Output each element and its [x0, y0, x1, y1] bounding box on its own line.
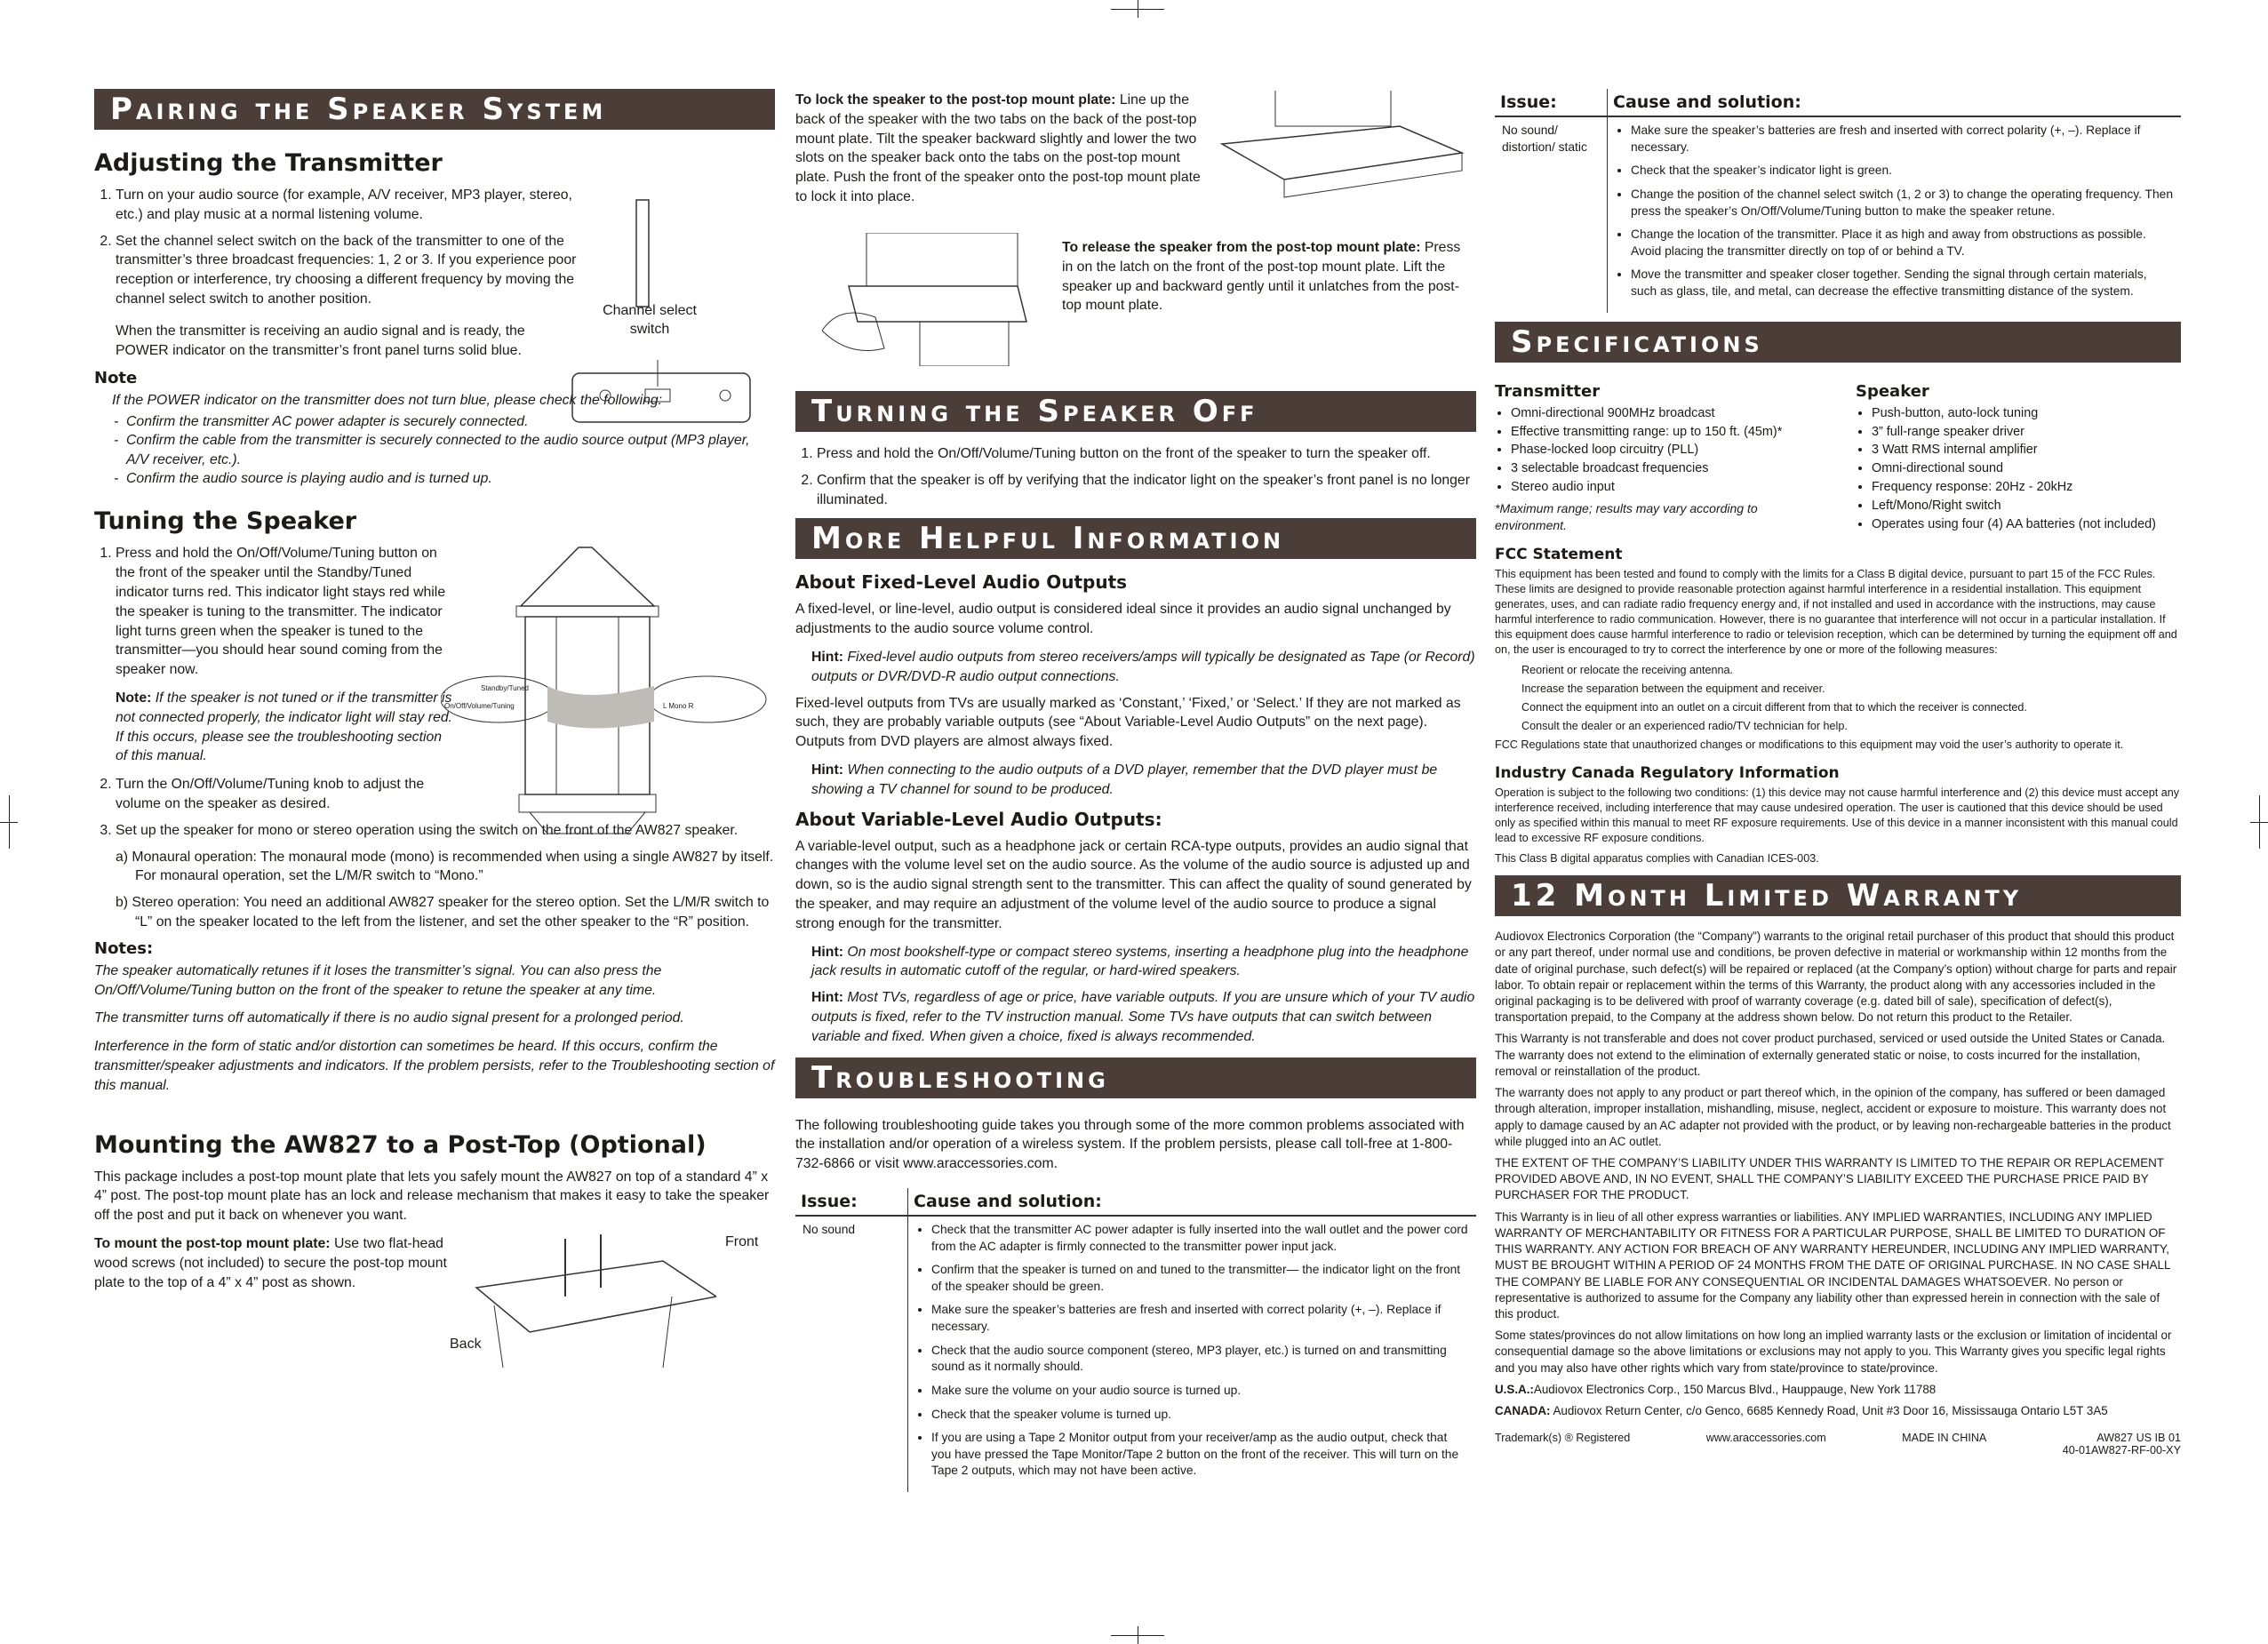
trademark-text: Trademark(s) ® Registered [1495, 1432, 1631, 1445]
channel-select-label: Channel select switch [603, 303, 697, 337]
canada-address: Audiovox Return Center, c/o Genco, 6685 Kennedy Road, Unit #3 Door 16, Mississauga Ontario L5T 3A5 [1553, 1404, 2108, 1418]
industry-canada-text: Operation is subject to the following two conditions: (1) this device may not cause harmful interference and (2) this device must accept any interference received, including interference that may cause undesired operation. The user is cautioned that this device should be used only as specified within this manual to meet RF exposure requirements. Use of this device in a manner inconsistent with this manual could lead to excessive RF exposure conditions. [1495, 786, 2180, 844]
variable-level-heading: About Variable-Level Audio Outputs: [795, 808, 1162, 830]
tuning-step-1 [116, 544, 453, 766]
list-item: • Move the transmitter and speaker closer together. Sending the signal through certain materials, such as glass, tile, and metal, can decrease the effective transmitting distance of the system. [1631, 267, 2174, 299]
turning-off-steps [795, 444, 1476, 509]
transmitter-steps [94, 186, 578, 360]
issue-column-header: Issue: [795, 1188, 908, 1216]
list-item: • Effective transmitting range: up to 150 ft. (45m)* [1511, 423, 1820, 442]
volume-tuning-label: On/Off/Volume/Tuning [444, 702, 515, 711]
transmitter-figure [565, 196, 761, 427]
hint-label: Hint: [811, 762, 843, 778]
list-item: • 3” full-range speaker driver [1872, 423, 2181, 442]
column-right [1495, 89, 2181, 1456]
industry-canada-heading: Industry Canada Regulatory Information [1495, 763, 1840, 782]
tuning-step-3: 3. Set up the speaker for mono or stereo operation using the switch on the front of the AW827 speaker. [116, 821, 775, 841]
tuning-heading: Tuning the Speaker [94, 507, 357, 536]
warranty-p3: The warranty does not apply to any product or part thereof which, in the opinion of the company, has suffered or been damaged through alteration, improper installation, mishandling, misuse, neglect, accident or exposure to moisture. This warranty does not apply to damage caused by an AC adapter not provided with the product, or by leaving non-rechargeable batteries in the product while plugged into an AC outlet. [1495, 1086, 2171, 1148]
cause-column-header: Cause and solution: [908, 1188, 1477, 1216]
fcc-regulations: FCC Regulations state that unauthorized changes or modifications to this equipment may void the user’s authority to operate it. [1495, 738, 2124, 752]
tuning-sub-a: a) Monaural operation: The monaural mode (mono) is recommended when using a single AW827 by itself. For monaural operation, set the L/M/R switch to “Mono.” [116, 849, 774, 884]
list-item: • Make sure the speaker’s batteries are fresh and inserted with correct polarity (+, –). Replace if necessary. [1631, 123, 2174, 156]
part-number: 40-01AW827-RF-00-XY [2062, 1444, 2181, 1457]
fcc-text: This equipment has been tested and found to comply with the limits for a Class B digital device, pursuant to part 15 of the FCC Rules. These limits are designed to provide reasonable protection against harmful interference in a residential installation. This equipment generates, uses, and can radiate radio frequency energy and, if not installed and used in accordance with the instructions, may cause harmful interference to radio communication. However, there is no guarantee that interference will not occur in a particular installation. If this equipment does cause harmful interference to radio or television reception, which can be determined by turning the equipment off and on, the user is encouraged to try to correct the interference by one or more of the following measures: [1495, 567, 2177, 657]
list-item: • Check that the speaker volume is turned up. [931, 1407, 1469, 1424]
fcc-item: Consult the dealer or an experienced radio/TV technician for help. [1521, 720, 1848, 733]
list-item: • Change the location of the transmitter. Place it as high and away from obstructions as possible. Avoid placing the transmitter directly on top of or behind a TV. [1631, 227, 2174, 259]
crop-mark [1111, 1635, 1164, 1636]
website-text: www.araccessories.com [1705, 1432, 1826, 1445]
cause-list [1615, 123, 2174, 300]
usa-label: U.S.A.: [1495, 1382, 1534, 1396]
hint-3: On most bookshelf-type or compact stereo systems, inserting a headphone plug into the headphone jack results in automatic cutoff of the regular, or hard-wired speakers. [811, 944, 1469, 979]
tuning-notes-label: Notes: [94, 938, 154, 958]
transmitter-step-2-text: Set the channel select switch on the back of the transmitter to one of the transmitter’s three broadcast frequencies: 1, 2 or 3. If you experience poor reception or interference, try choosing a different frequency by moving the channel select switch to another position. [116, 233, 577, 307]
list-item: • Confirm that the speaker is turned on and tuned to the transmitter— the indicator light on the front of the speaker should be green. [931, 1262, 1469, 1295]
fcc-heading: FCC Statement [1495, 545, 1623, 563]
mounting-section [94, 1233, 775, 1352]
fixed-level-heading: About Fixed-Level Audio Outputs [795, 571, 1128, 594]
pairing-title: Pairing the Speaker System [94, 89, 775, 130]
lock-label: To lock the speaker to the post-top mount plate: [795, 92, 1116, 108]
specs-columns [1495, 375, 2181, 544]
lock-text: Line up the back of the speaker with the two tabs on the back of the post-top mount plate. Tilt the speaker backward slightly and lower the two slots on the speaker back onto the tabs on the post-top mount plate. Push the front of the speaker onto the post-top mount plate to lock it into place. [795, 92, 1201, 204]
list-item: • Push-button, auto-lock tuning [1872, 404, 2181, 423]
table-row [1495, 116, 2181, 313]
list-item: • Make sure the speaker’s batteries are fresh and inserted with correct polarity (+, –). Replace if necessary. [931, 1302, 1469, 1335]
release-illustration [813, 233, 1035, 366]
list-item: • Stereo audio input [1511, 478, 1820, 497]
mount-plate-illustration [450, 1234, 716, 1368]
list-item: • If you are using a Tape 2 Monitor output from your receiver/amp as the audio output, check that you have pressed the Tape Monitor/Tape 2 button on the front of the receiver. This will turn on the Tape 2 outputs, which may not have been active. [931, 1430, 1469, 1480]
table-row [795, 1216, 1476, 1492]
list-item: • 3 Watt RMS internal amplifier [1872, 441, 2181, 459]
made-in-text: MADE IN CHINA [1902, 1432, 1987, 1445]
cause-list [915, 1222, 1469, 1480]
tuning-note-3: Interference in the form of static and/or distortion can sometimes be heard. If this occurs, confirm the transmitter/speaker adjustments and indicators. If the problem persists, refer to the Troubleshooting section of this manual. [94, 1039, 775, 1093]
release-label: To release the speaker from the post-top mount plate: [1062, 240, 1421, 255]
transmitter-step-1: 1. Turn on your audio source (for example, A/V receiver, MP3 player, stereo, etc.) and play music at a normal listening volume. [116, 186, 578, 225]
list-item: • Left/Mono/Right switch [1872, 497, 2181, 515]
list-item: • Make sure the volume on your audio source is turned up. [931, 1383, 1469, 1400]
list-item: • 3 selectable broadcast frequencies [1511, 459, 1820, 478]
note-item: - Confirm the audio source is playing audio and is turned up. [126, 469, 775, 488]
turning-off-step-2: 2. Confirm that the speaker is off by verifying that the indicator light on the speaker’s front panel is no longer illuminated. [817, 471, 1476, 510]
warranty-p4: THE EXTENT OF THE COMPANY’S LIABILITY UNDER THIS WARRANTY IS LIMITED TO THE REPAIR OR REPLACEMENT PROVIDED ABOVE AND, IN NO EVENT, SHALL THE COMPANY’S LIABILITY EXCEED THE PURCHASE PRICE PAID BY PURCHASER FOR THE PRODUCT. [1495, 1155, 2164, 1202]
transmitter-specs [1495, 375, 1820, 544]
tuning-note-2: The transmitter turns off automatically if there is no audio signal present for a prolonged period. [94, 1010, 684, 1026]
specifications-title: Specifications [1495, 322, 2181, 363]
model-code: AW827 US IB 01 [2096, 1432, 2181, 1445]
list-item: • Check that the audio source component (stereo, MP3 player, etc.) is turned on and transmitting sound as it normally should. [931, 1343, 1469, 1376]
variable-level-text: A variable-level output, such as a headphone jack or certain RCA-type outputs, provides an audio signal that changes with the volume level set on the audio source. As the volume of the audio source is adjusted up and down, so is the audio signal strength sent to the transmitter. This can affect the quality of sound generated by the speaker, and may require an adjustment of the volume level of the audio source to produce a signal strong enough for the transmitter. [795, 838, 1472, 931]
note-item: - Confirm the cable from the transmitter is securely connected to the audio source output (MP3 player, A/V receiver, etc.). [126, 431, 775, 469]
mount-plate-figure [450, 1234, 779, 1368]
speaker-specs-heading: Speaker [1856, 381, 1929, 401]
troubleshooting-title: Troubleshooting [795, 1057, 1476, 1098]
hint-label: Hint: [811, 649, 843, 665]
fcc-item: Connect the equipment into an outlet on a circuit different from that to which the receiver is connected. [1521, 701, 2027, 714]
issue-column-header: Issue: [1495, 89, 1608, 116]
tuning-note-1: The speaker automatically retunes if it loses the transmitter’s signal. You can also press the On/Off/Volume/Tuning button on the front of the speaker to retune the speaker at any time. [94, 962, 662, 998]
hint-label: Hint: [811, 944, 843, 960]
mounting-intro: This package includes a post-top mount plate that lets you safely mount the AW827 on top of a standard 4” x 4” post. The post-top mount plate has an lock and release mechanism that makes it easy to take the speaker off the post and put it back on whenever you want. [94, 1169, 770, 1224]
transmitter-note-list [94, 412, 775, 488]
warranty-title: 12 Month Limited Warranty [1495, 875, 2181, 916]
transmitter-note-intro: If the POWER indicator on the transmitter does not turn blue, please check the following: [112, 393, 663, 409]
fixed-level-text-2: Fixed-level outputs from TVs are usually marked as ‘Constant,’ ‘Fixed,’ or ‘Select.’ If they are not marked as such, they are probably variable outputs (see “About Variable-Level Audio Outputs” on the next page). Outputs from DVD players are almost always fixed. [795, 695, 1461, 750]
usa-address: Audiovox Electronics Corp., 150 Marcus Blvd., Hauppauge, New York 11788 [1533, 1382, 1937, 1396]
fcc-item: Reorient or relocate the receiving antenna. [1521, 664, 1734, 677]
speaker-figure [441, 544, 770, 837]
transmitter-note-label: Note [94, 369, 138, 388]
hint-2: When connecting to the audio outputs of a DVD player, remember that the DVD player must be showing a TV channel for sound to be produced. [811, 762, 1438, 797]
mount-label: To mount the post-top mount plate: [94, 1235, 331, 1251]
industry-canada-class: This Class B digital apparatus complies with Canadian ICES-003. [1495, 852, 1819, 865]
release-text: Press in on the latch on the front of the post-top mount plate. Lift the speaker up and backward gently until it unlatches from the post-top mount plate. [1062, 240, 1461, 314]
list-item: • Check that the speaker’s indicator light is green. [1631, 163, 2174, 180]
speaker-specs [1856, 375, 2181, 544]
fixed-level-text: A fixed-level, or line-level, audio output is considered ideal since it provides an audio signal unchanged by adjustments to the audio source volume control. [795, 602, 1451, 637]
adjusting-transmitter-heading: Adjusting the Transmitter [94, 149, 443, 177]
lock-section [795, 91, 1476, 224]
list-item: • Omni-directional sound [1872, 459, 2181, 478]
hint-label: Hint: [811, 990, 843, 1006]
transmitter-step-2b: When the transmitter is receiving an audio signal and is ready, the POWER indicator on the transmitter’s front panel turns solid blue. [116, 323, 525, 358]
canada-label: CANADA: [1495, 1404, 1551, 1418]
troubleshooting-intro: The following troubleshooting guide takes you through some of the more common problems associated with the installation and/or operation of a wireless system. If the problem persists, please call toll-free at 1-800-732-6866 or visit www.araccessories.com. [795, 1117, 1465, 1172]
troubleshooting-table-continued [1495, 89, 2181, 313]
crop-mark [1111, 9, 1164, 10]
hint-1: Fixed-level audio outputs from stereo receivers/amps will typically be designated as Tape (or Record) outputs or DVR/DVD-R audio output connections. [811, 649, 1475, 684]
transmitter-specs-heading: Transmitter [1495, 381, 1601, 401]
transmitter-step-2 [116, 232, 578, 361]
mounting-heading: Mounting the AW827 to a Post-Top (Optional) [94, 1130, 707, 1159]
tuning-sub-b: b) Stereo operation: You need an additional AW827 speaker for the stereo option. Set the L/M/R switch to “L” on the speaker located to the left from the listener, and set the other speaker to the “R” position. [116, 895, 770, 930]
issue-cell: No sound/ distortion/ static [1495, 116, 1608, 313]
standby-tuned-label: Standby/Tuned [481, 684, 529, 693]
tuning-step-2: 2. Turn the On/Off/Volume/Tuning knob to adjust the volume on the speaker as desired. [116, 775, 453, 814]
list-item: • Operates using four (4) AA batteries (not included) [1872, 515, 2181, 534]
column-left [94, 89, 775, 1352]
hint-4: Most TVs, regardless of age or price, have variable outputs. If you are unsure which of your TV audio outputs is fixed, refer to the TV instruction manual. Some TVs have outputs that can switch between variable and fixed. When given a choice, fixed is always recommended. [811, 990, 1475, 1044]
warranty-p6: Some states/provinces do not allow limitations on how long an implied warranty lasts or the exclusion or limitation of incidental or consequential damage so the above limitations or exclusions may not apply to you. This Warranty gives you specific legal rights and you may also have other rights which vary from state/province to state/province. [1495, 1329, 2172, 1375]
page-footer [1495, 1432, 2181, 1456]
tuning-step-1-text: Press and hold the On/Off/Volume/Tuning button on the front of the speaker until the Standby/Tuned indicator turns red. This indicator light stays red while the speaker is tuning to the transmitter. The indicator light turns green when the speaker is tuned to the transmitter—you should hear sound coming from the speaker now. [116, 546, 446, 678]
warranty-p2: This Warranty is not transferable and does not cover product purchased, serviced or used outside the United States or Canada. The warranty does not extend to the elimination of externally generated static or noise, to costs incurred for the installation, removal or reinstallation of the product. [1495, 1032, 2166, 1078]
crop-mark [2259, 795, 2260, 849]
list-item: • Check that the transmitter AC power adapter is fully inserted into the wall outlet and the power cord from the AC adapter is firmly connected to the transmitter power input jack. [931, 1222, 1469, 1255]
warranty-p5: This Warranty is in lieu of all other express warranties or liabilities. ANY IMPLIED WARRANTIES, INCLUDING ANY IMPLIED WARRANTY OF MERCHANTABILITY OR FITNESS FOR A PARTICULAR PURPOSE, SHALL BE LIMITED TO DURATION OF THIS WARRANTY. ANY ACTION FOR BREACH OF ANY WARRANTY HEREUNDER, INCLUDING ANY IMPLIED WARRANTY, MUST BE BROUGHT WITHIN A PERIOD OF 24 MONTHS FROM THE DATE OF ORIGINAL PURCHASE. IN NO CASE SHALL THE COMPANY BE LIABLE FOR ANY CONSEQUENTIAL OR INCIDENTAL DAMAGES WHATSOEVER. No person or representative is authorized to assume for the Company any liability other than expressed herein in connection with the sale of this product. [1495, 1209, 2170, 1321]
warranty-p1: Audiovox Electronics Corporation (the “Company”) warrants to the original retail purchaser of this product that should this product or any part thereof, under normal use and conditions, be proven defective in material or workmanship within 12 months from the date of original purchase, such defect(s) will be repaired or replaced (at the Company’s option) without charge for parts and repair labor. To obtain repair or replacement within the terms of this Warranty, the product along with any accessories included in the original packaging is to be delivered with proof of warranty coverage (e.g. dated bill of sale), specification of defect(s), transportation prepaid, to the Company at the address shown below. Do not return this product to the Retailer. [1495, 930, 2177, 1025]
list-item: • Frequency response: 20Hz - 20kHz [1872, 478, 2181, 497]
list-item: • Omni-directional 900MHz broadcast [1511, 404, 1820, 423]
release-section [795, 233, 1476, 375]
lmr-switch-label: L Mono R [663, 702, 694, 711]
note-item: - Confirm the transmitter AC power adapter is securely connected. [126, 412, 775, 431]
tuning-steps-a [94, 544, 453, 813]
back-label: Back [450, 1336, 482, 1352]
column-middle [795, 91, 1476, 1492]
troubleshooting-table [795, 1188, 1476, 1492]
cause-column-header: Cause and solution: [1608, 89, 2182, 116]
tuning-note-label: Note: [116, 690, 152, 706]
list-item: • Phase-locked loop circuitry (PLL) [1511, 441, 1820, 459]
fcc-item: Increase the separation between the equipment and receiver. [1521, 682, 1825, 696]
mount-text: Use two flat-head wood screws (not included) to secure the post-top mount plate to the top of a 4” x 4” post as shown. [94, 1235, 447, 1290]
issue-cell: No sound [795, 1216, 908, 1492]
tuning-section [94, 544, 775, 813]
list-item: • Change the position of the channel select switch (1, 2 or 3) to change the operating frequency. Then press the speaker’s On/Off/Volume/Tuning button to make the speaker retune. [1631, 187, 2174, 219]
crop-mark [9, 795, 10, 849]
front-label: Front [725, 1233, 759, 1249]
turning-off-step-1: 1. Press and hold the On/Off/Volume/Tuning button on the front of the speaker to turn the speaker off. [817, 444, 1476, 464]
specs-footnote: *Maximum range; results may vary according to environment. [1495, 501, 1758, 533]
tuning-note-text: If the speaker is not tuned or if the transmitter is not connected properly, the indicator light will stay red. If this occurs, please see the troubleshooting section of this manual. [116, 690, 453, 764]
lock-illustration [1204, 91, 1471, 224]
turning-off-title: Turning the Speaker Off [795, 391, 1476, 432]
helpful-title: More Helpful Information [795, 518, 1476, 559]
